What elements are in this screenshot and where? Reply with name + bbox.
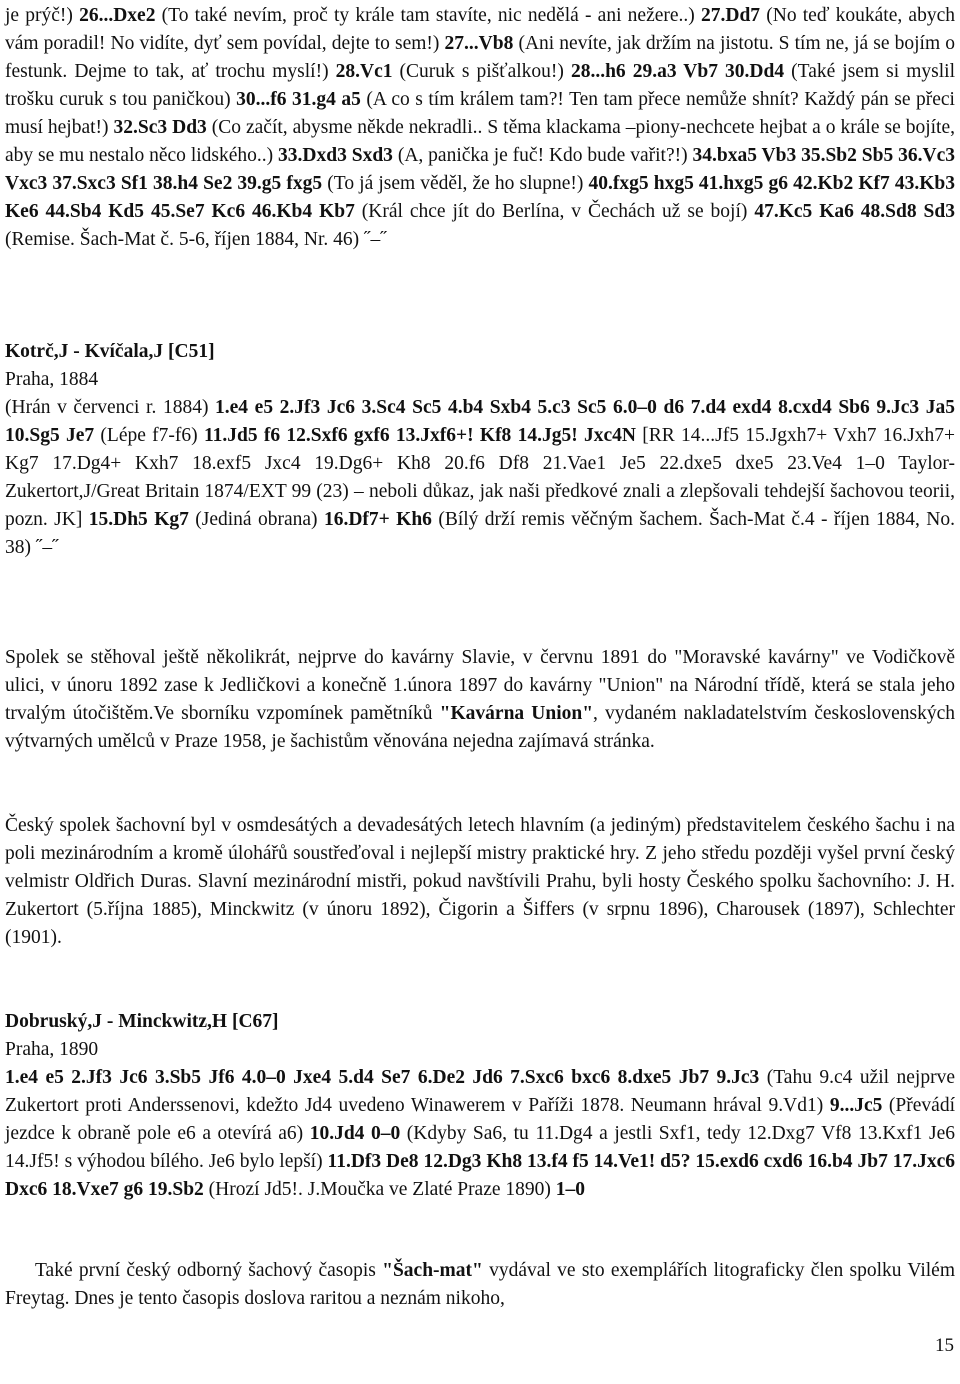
paragraph-union-cafe — [5, 644, 955, 756]
move-notation: 30...f6 31.g4 a5 — [236, 89, 361, 110]
commentary-text: (Hrozí Jd5!. J.Moučka ve Zlaté Praze 1890) — [203, 1179, 556, 1200]
game2-moves — [5, 394, 955, 562]
commentary-text: (To také nevím, proč ty krále tam stavíte, nic nedělá - ani nežere..) — [155, 5, 701, 26]
commentary-text: (Jediná obrana) — [188, 509, 324, 530]
move-notation: 28.Vc1 — [335, 61, 393, 82]
move-notation: 26...Dxe2 — [79, 5, 156, 26]
move-notation: 34.bxa5 Vb3 35.Sb2 Sb5 36.Vc3 Vxc3 37.Sxc3 Sf1 38.h4 Se2 39.g5 fxg5 — [5, 145, 955, 194]
move-notation: 27...Vb8 — [444, 33, 514, 54]
move-notation: 27.Dd7 — [700, 5, 761, 26]
commentary-text: (To já jsem věděl, že ho slupne!) — [322, 173, 589, 194]
commentary-text: (A co s tím králem tam?! Ten tam přece nemůže shnít? Každý pán se přeci musí hejbat!) — [5, 89, 955, 138]
paragraph-sach-mat-journal — [5, 1257, 955, 1313]
move-notation: 1.e4 e5 2.Jf3 Jc6 3.Sc4 Sc5 4.b4 Sxb4 5.c3 Sc5 6.0–0 d6 7.d4 exd4 8.cxd4 Sb6 9.Jc3 Ja5 10.Sg5 Je7 — [5, 397, 955, 446]
move-notation: 9...Jc5 — [829, 1095, 883, 1116]
commentary-text: (Tahu 9.c4 užil nejprve Zukertort proti Anderssenovi, kdežto Jd4 uvedeno Winawerem v Paříži 1878. Neumann hrával 9.Vd1) — [5, 1067, 955, 1116]
game3-moves — [5, 1064, 955, 1204]
move-notation: 47.Kc5 Ka6 48.Sd8 Sd3 — [754, 201, 955, 222]
commentary-text: , vydaném nakladatelstvím československých výtvarných umělců v Praze 1958, je šachistům věnována nejedna zajímavá stránka. — [5, 703, 955, 752]
move-notation: 11.Jd5 f6 12.Sxf6 gxf6 13.Jxf6+! Kf8 14.Jg5! Jxc4N — [203, 425, 636, 446]
move-notation: "Kavárna Union" — [439, 703, 594, 724]
move-notation: 40.fxg5 hxg5 41.hxg5 g6 42.Kb2 Kf7 43.Kb3 Ke6 44.Sb4 Kd5 45.Se7 Kc6 46.Kb4 Kb7 — [5, 173, 956, 222]
commentary-text: Také první český odborný šachový časopis — [35, 1260, 383, 1281]
commentary-text: (Curuk s pišťalkou!) — [392, 61, 571, 82]
commentary-text: (No teď koukáte, abych vám poradil! No vidíte, dyť sem povídal, dejte to sem!) — [5, 5, 955, 54]
game1-notes-paragraph — [5, 2, 955, 254]
move-notation: 10.Jd4 0–0 — [309, 1123, 401, 1144]
game2-place: Praha, 1884 — [5, 369, 99, 390]
commentary-text: (Remise. Šach-Mat č. 5-6, říjen 1884, Nr. 46) ˝–˝ — [5, 229, 387, 250]
commentary-text: (Převádí jezdce k obraně pole e6 a otevírá a6) — [5, 1095, 955, 1144]
move-notation: 33.Dxd3 Sxd3 — [278, 145, 393, 166]
move-notation: 11.Df3 De8 12.Dg3 Kh8 13.f4 f5 14.Ve1! d5? 15.exd6 cxd6 16.b4 Jb7 17.Jxc6 Dxc6 18.Vxe7 g6 19.Sb2 — [5, 1151, 956, 1200]
commentary-text: (Také jsem si myslil trošku curuk s tou paničkou) — [5, 61, 956, 110]
commentary-text: je prýč!) — [5, 5, 80, 26]
move-notation: 1.e4 e5 2.Jf3 Jc6 3.Sb5 Jf6 4.0–0 Jxe4 5.d4 Se7 6.De2 Jd6 7.Sxc6 bxc6 8.dxe5 Jb7 9.Jc3 — [5, 1067, 760, 1088]
game2-section — [5, 338, 955, 562]
game3-header: Dobruský,J - Minckwitz,H [C67] — [5, 1011, 279, 1032]
game3-section — [5, 1008, 955, 1204]
commentary-text: (Kdyby Sa6, tu 11.Dg4 a jestli Sxf1, tedy 12.Dxg7 Vf8 13.Kxf1 Je6 14.Jf5! s výhodou bílého. Je6 bylo lepší) — [5, 1123, 955, 1172]
commentary-text: (A, panička je fuč! Kdo bude vařit?!) — [392, 145, 693, 166]
game3-place: Praha, 1890 — [5, 1039, 99, 1060]
game2-header: Kotrč,J - Kvíčala,J [C51] — [5, 341, 215, 362]
commentary-text: [RR 14...Jf5 15.Jgxh7+ Vxh7 16.Jxh7+ Kg7 17.Dg4+ Kxh7 18.exf5 Jxc4 19.Dg6+ Kh8 20.f6 Df8 21.Vae1 Je5 22.dxe5 dxe5 23.Ve4 1–0 Taylor-Zukertort,J/Great Britain 1874/EXT 99 (23) – neboli důkaz, jak naši předkové znali a zlepšovali tehdejší šachovou teorii, pozn. JK] — [5, 425, 955, 530]
commentary-text: (Lépe f7-f6) — [94, 425, 204, 446]
move-notation: "Šach-mat" — [382, 1260, 483, 1281]
commentary-text: (Hrán v červenci r. 1884) — [5, 397, 216, 418]
commentary-text: Spolek se stěhoval ještě několikrát, nejprve do kavárny Slavie, v červnu 1891 do "Moravské kavárny" ve Vodičkově ulici, v únoru 1892 zase k Jedličkovi a konečně 1.února 1897 do kavárny "Union" na Národní třídě, která se stala jeho trvalým útočištěm.Ve sborníku vzpomínek pamětníků — [5, 647, 955, 724]
move-notation: 1–0 — [555, 1179, 586, 1200]
move-notation: 16.Df7+ Kh6 — [323, 509, 432, 530]
commentary-text: vydával ve sto exemplářích litograficky člen spolku Vilém Freytag. Dnes je tento časopis doslova raritou a neznám nikoho, — [5, 1260, 955, 1309]
move-notation: 15.Dh5 Kg7 — [88, 509, 189, 530]
commentary-text: (Ani nevíte, jak držím na jistotu. S tím ne, já se bojím o festunk. Dejme to tak, ať trochu myslí!) — [5, 33, 955, 82]
commentary-text: (Bílý drží remis věčným šachem. Šach-Mat č.4 - říjen 1884, No. 38) ˝–˝ — [5, 509, 956, 558]
move-notation: 28...h6 29.a3 Vb7 30.Dd4 — [570, 61, 785, 82]
move-notation: 32.Sc3 Dd3 — [113, 117, 207, 138]
commentary-text: (Král chce jít do Berlína, v Čechách už se bojí) — [354, 201, 755, 222]
commentary-text: (Co začít, abysme někde nekradli.. S těma klackama –piony-nechcete hejbat a o krále se bojíte, aby se mu nestalo něco lidského..) — [5, 117, 955, 166]
paragraph-chess-club: Český spolek šachovní byl v osmdesátých a devadesátých letech hlavním (a jediným) představitelem českého šachu i na poli mezinárodním a kromě úlohářů soustřeďoval i nejlepší mistry praktické hry. Z jeho středu později vyšel první český velmistr Oldřich Duras. Slavní mezinárodní mistři, pokud navštívili Prahu, byli hosty Českého spolku šachovního: J. H. Zukertort (5.října 1885), Minckwitz (v únoru 1892), Čigorin a Šiffers (v srpnu 1896), Charousek (1897), Schlechter (1901). — [5, 815, 955, 948]
page-number: 15 — [935, 1335, 954, 1356]
